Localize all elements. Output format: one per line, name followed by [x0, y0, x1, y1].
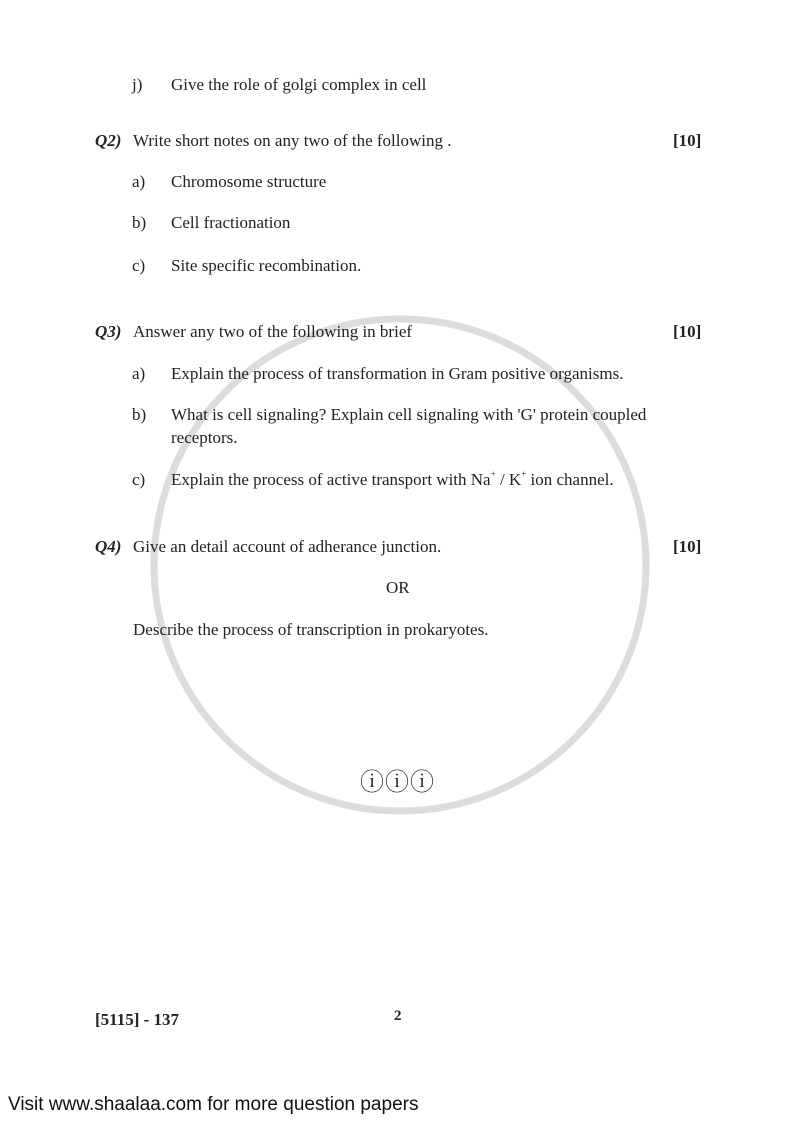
- question-text: Write short notes on any two of the following .: [133, 131, 452, 150]
- part-text: Site specific recombination.: [171, 256, 362, 275]
- superscript: +: [490, 469, 496, 479]
- question-marks: [10]: [673, 322, 702, 341]
- part-text: Explain the process of active transport with Na: [171, 470, 491, 489]
- question-number: Q2): [95, 131, 122, 150]
- part-label: j): [132, 75, 143, 94]
- question-text: Give an detail account of adherance junction.: [133, 537, 442, 556]
- superscript: +: [521, 469, 527, 479]
- question-marks: [10]: [673, 131, 702, 150]
- part-label: c): [132, 470, 146, 489]
- part-text-row: [171, 470, 614, 490]
- part-label: a): [132, 172, 146, 191]
- or-separator: OR: [386, 578, 410, 597]
- part-text: Cell fractionation: [171, 213, 291, 232]
- page-number: 2: [394, 1008, 402, 1024]
- part-text: Explain the process of transformation in Gram positive organisms.: [171, 364, 624, 383]
- part-text-end: ion channel.: [526, 470, 614, 489]
- question-text: Answer any two of the following in brief: [133, 322, 413, 341]
- watermark-circle: [154, 319, 646, 811]
- part-label: a): [132, 364, 146, 383]
- part-text-mid: / K: [495, 470, 522, 489]
- question-marks: [10]: [673, 537, 702, 556]
- shaalaa-promo-link[interactable]: Visit www.shaalaa.com for more question papers: [8, 1094, 419, 1115]
- part-label: c): [132, 256, 146, 275]
- end-of-paper-icon: ⓘⓘⓘ: [360, 770, 435, 796]
- part-text: What is cell signaling? Explain cell signaling with 'G' protein coupled: [171, 405, 647, 424]
- part-label: b): [132, 405, 147, 424]
- question-alt-text: Describe the process of transcription in prokaryotes.: [133, 620, 489, 639]
- part-text-continued: receptors.: [171, 428, 238, 447]
- paper-code: [5115] - 137: [95, 1010, 180, 1029]
- part-text: Give the role of golgi complex in cell: [171, 75, 427, 94]
- part-label: b): [132, 213, 147, 232]
- part-text: Chromosome structure: [171, 172, 327, 191]
- question-number: Q3): [95, 322, 122, 341]
- question-number: Q4): [95, 537, 122, 556]
